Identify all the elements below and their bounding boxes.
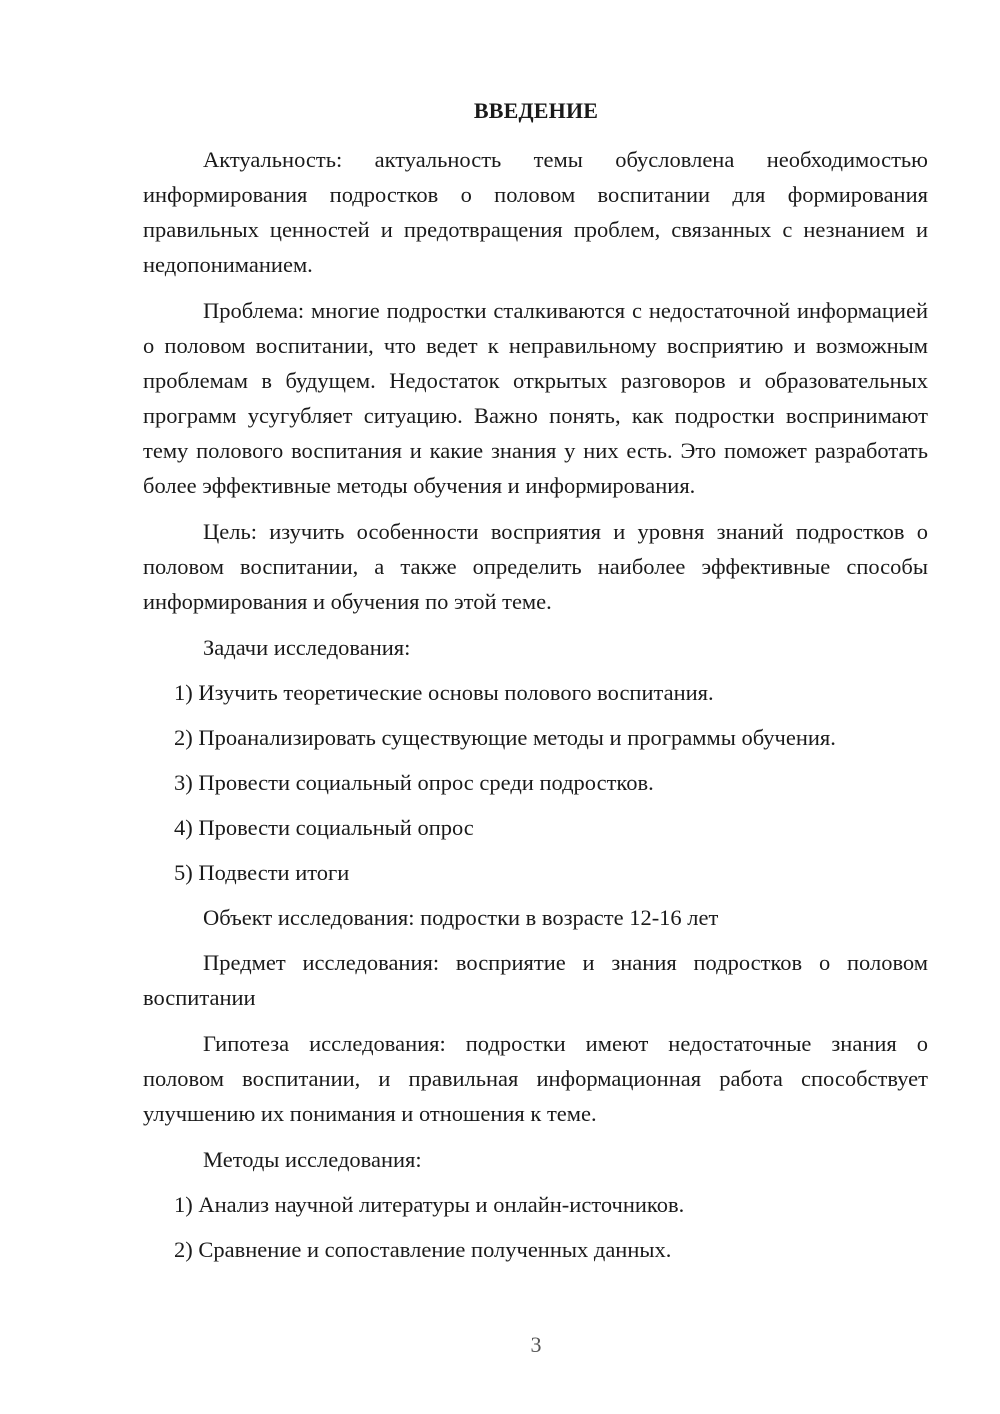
task-item-4: 4) Провести социальный опрос [174,815,474,840]
problem-paragraph: Проблема: многие подростки сталкиваются с недостаточной информацией о половом воспитании, что ведет к неправильному восприятию и возможным проблемам в будущем. Недостаток открытых разговоров и образовательных программ усугубляет ситуацию. Важно понять, как подростки воспринимают тему полового воспитания и какие знания у них есть. Это поможет разработать более эффективные методы обучения и информирования. [143,298,928,498]
page-number: 3 [530,1332,542,1357]
task-item-2: 2) Проанализировать существующие методы и программы обучения. [174,725,836,750]
page-title: ВВЕДЕНИЕ [473,98,599,123]
subject-paragraph: Предмет исследования: восприятие и знания подростков о половом воспитании [143,950,928,1010]
relevance-paragraph: Актуальность: актуальность темы обусловлена необходимостью информирования подростков о половом воспитании для формирования правильных ценностей и предотвращения проблем, связанных с незнанием и недопониманием. [143,147,928,277]
task-item-3: 3) Провести социальный опрос среди подростков. [174,770,654,795]
page-body [143,142,928,1277]
task-item-5: 5) Подвести итоги [174,860,350,885]
hypothesis-paragraph: Гипотеза исследования: подростки имеют недостаточные знания о половом воспитании, и правильная информационная работа способствует улучшению их понимания и отношения к теме. [143,1031,928,1126]
methods-heading: Методы исследования: [203,1147,422,1172]
method-item-1: 1) Анализ научной литературы и онлайн-источников. [174,1192,685,1217]
goal-paragraph: Цель: изучить особенности восприятия и уровня знаний подростков о половом воспитании, а также определить наиболее эффективные способы информирования и обучения по этой теме. [143,519,928,614]
method-item-2: 2) Сравнение и сопоставление полученных данных. [174,1237,672,1262]
object-paragraph: Объект исследования: подростки в возрасте 12-16 лет [203,905,719,930]
task-item-1: 1) Изучить теоретические основы полового воспитания. [174,680,714,705]
tasks-heading: Задачи исследования: [203,635,411,660]
